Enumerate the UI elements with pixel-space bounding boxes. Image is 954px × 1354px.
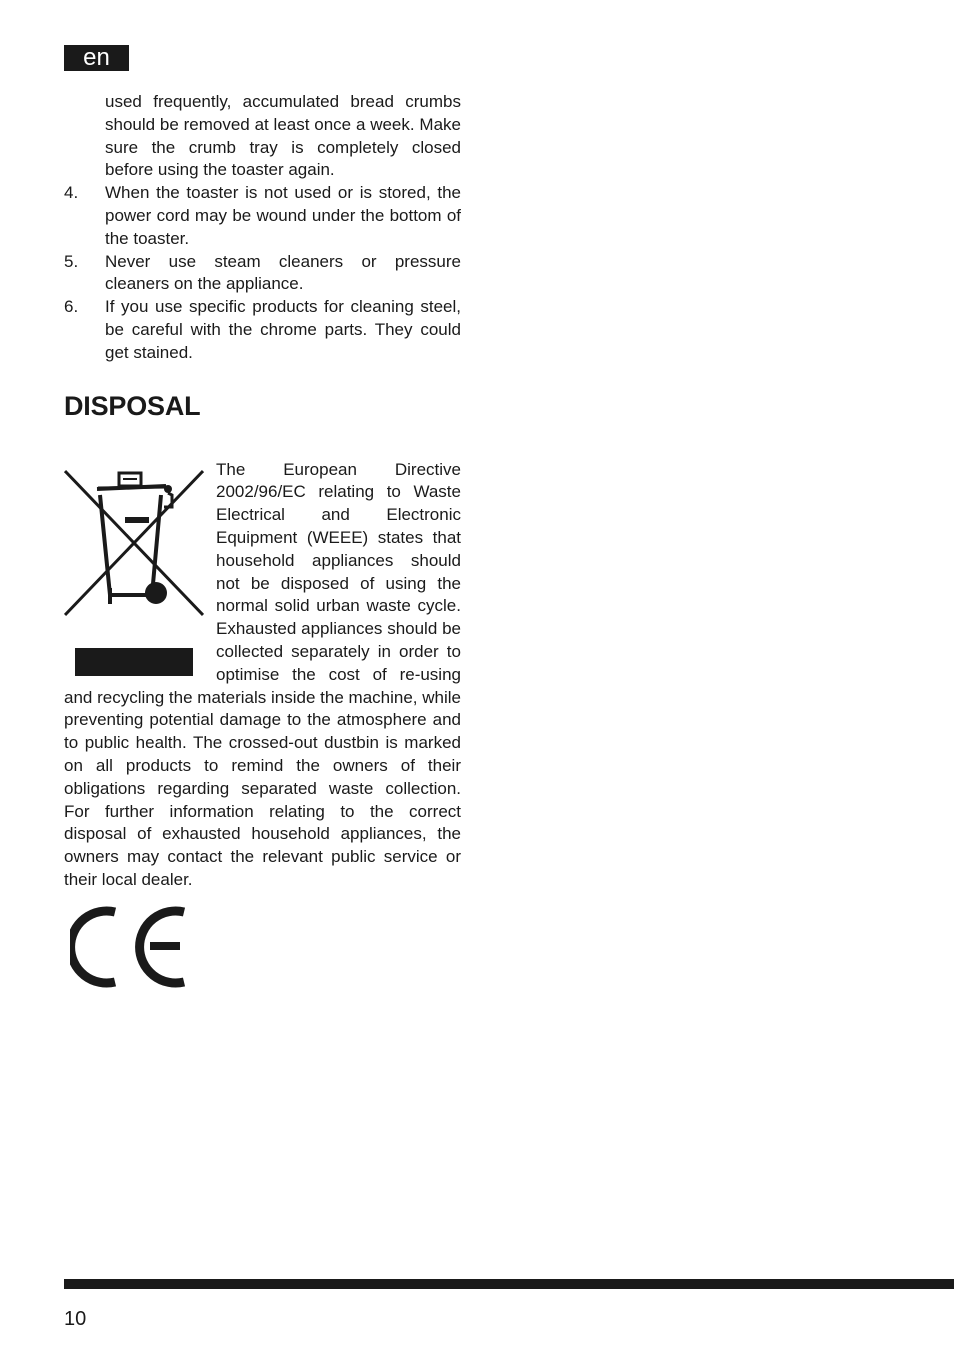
maintenance-continuation: used frequently, accumulated bread crumbs should be removed at least once a week. Make sure the crumb tray is completely closed before using the toaster again. bbox=[105, 92, 461, 180]
page-number: 10 bbox=[64, 1308, 87, 1330]
list-item bbox=[64, 296, 461, 364]
disposal-paragraph: The European Directive 2002/96/EC relating to Waste Electrical and Electronic Equipment (WEEE) states that household appliances should not be disposed of using the normal solid urban waste cycle. Exhausted appliances should be collected separately in order to optimise the cost of re-using and recycling the materials inside the machine, while preventing potential damage to the atmosphere and to public health. The crossed-out dustbin is marked on all products to remind the owners of their obligations regarding separated waste collection. For further information relating to the correct disposal of exhausted household appliances, the owners may contact the relevant public service or their local dealer. bbox=[64, 459, 461, 889]
list-item bbox=[64, 251, 461, 297]
language-tab: en bbox=[64, 45, 129, 71]
list-item-text: When the toaster is not used or is stored, the power cord may be wound under the bottom of the toaster. bbox=[105, 183, 461, 248]
disposal-section bbox=[64, 459, 461, 892]
footer-rule bbox=[64, 1279, 954, 1289]
list-item-number: 4. bbox=[64, 183, 79, 203]
list-item-number: 6. bbox=[64, 297, 79, 317]
disposal-heading: DISPOSAL bbox=[64, 390, 201, 421]
list-item-text: If you use specific products for cleaning steel, be careful with the chrome parts. They could get stained. bbox=[105, 297, 461, 362]
list-item bbox=[64, 182, 461, 250]
main-column bbox=[64, 91, 461, 892]
crossed-out-wheelie-bin-icon bbox=[64, 461, 204, 676]
ce-mark-icon bbox=[70, 904, 188, 990]
maintenance-list bbox=[64, 182, 461, 364]
list-item-number: 5. bbox=[64, 251, 79, 271]
list-item-text: Never use steam cleaners or pressure cleaners on the appliance. bbox=[105, 251, 461, 294]
